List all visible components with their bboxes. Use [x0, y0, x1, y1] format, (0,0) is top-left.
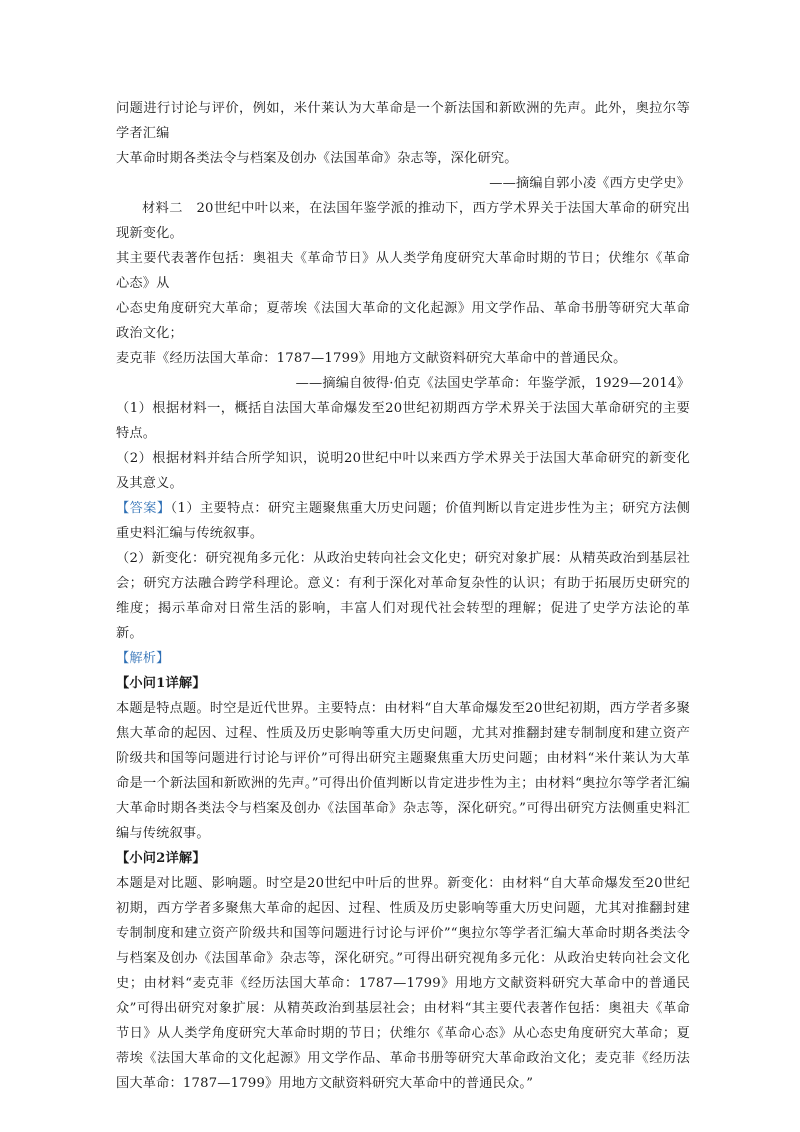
material2-line: 其主要代表著作包括：奥祖夫《革命节日》从人类学角度研究大革命时期的节日；伏维尔《革命心态》从: [116, 251, 690, 291]
analysis-tag: [116, 646, 690, 671]
question-1: （1）根据材料一，概括自法国大革命爆发至20世纪初期西方学术界关于法国大革命研究的主要特点。: [116, 401, 690, 441]
sub2-body: 本题是对比题、影响题。时空是20世纪中叶后的世界。新变化：由材料“自大革命爆发至20世纪初期，西方学者多聚焦大革命的起因、过程、性质及历史影响等重大历史问题，尤其对推翻封建专制制度和建立资产阶级共和国等问题进行讨论与评价”“奥拉尔等学者汇编大革命时期各类法令与档案及创办《法国革命》杂志等，深化研究。”可得出研究视角多元化：从政治史转向社会文化史；由材料“麦克菲《经历法国大革命：1787—1799》用地方文献资料研究大革命中的普通民众”可得出研究对象扩展：从精英政治到基层社会；由材料“其主要代表著作包括：奥祖夫《革命节日》从人类学角度研究大革命时期的节日；伏维尔《革命心态》从心态史角度研究大革命；夏蒂埃《法国大革命的文化起源》用文学作品、革命书册等研究大革命政治文化；麦克菲《经历法国大革命：1787—1799》用地方文献资料研究大革命中的普通民众。”: [116, 876, 690, 1091]
sub1-body: 本题是特点题。时空是近代世界。主要特点：由材料“自大革命爆发至20世纪初期，西方学者多聚焦大革命的起因、过程、性质及历史影响等重大历史问题，尤其对推翻封建专制制度和建立资产阶级共和国等问题进行讨论与评价”可得出研究主题聚焦重大历史问题；由材料“米什莱认为大革命是一个新法国和新欧洲的先声。”可得出价值判断以肯定进步性为主；由材料“奥拉尔等学者汇编大革命时期各类法令与档案及创办《法国革命》杂志等，深化研究。”可得出研究方法侧重史料汇编与传统叙事。: [116, 701, 690, 841]
answer-1: [116, 496, 690, 546]
sub1-heading: 【小问1详解】: [116, 676, 206, 691]
material2-source: ——摘编自彼得·伯克《法国史学革命：年鉴学派，1929—2014》: [295, 376, 690, 391]
analysis-tag-label: 【解析】: [116, 651, 170, 666]
document-content: [116, 96, 690, 1096]
material2-line: 材料二 20世纪中叶以来，在法国年鉴学派的推动下，西方学术界关于法国大革命的研究出现新变化。: [116, 201, 690, 241]
sub2-heading: 【小问2详解】: [116, 851, 206, 866]
answer-2: （2）新变化：研究视角多元化：从政治史转向社会文化史；研究对象扩展：从精英政治到基层社会；研究方法融合跨学科理论。意义：有利于深化对革命复杂性的认识；有助于拓展历史研究的维度；揭示革命对日常生活的影响，丰富人们对现代社会转型的理解；促进了史学方法论的革新。: [116, 551, 690, 641]
material1-source: ——摘编自郭小凌《西方史学史》: [489, 176, 690, 191]
answer-1-text: （1）主要特点：研究主题聚焦重大历史问题；价值判断以肯定进步性为主；研究方法侧重史料汇编与传统叙事。: [116, 501, 690, 541]
material1-line: 大革命时期各类法令与档案及创办《法国革命》杂志等，深化研究。: [116, 151, 518, 166]
answer-tag: 【答案】: [116, 501, 171, 516]
material2-line: 麦克菲《经历法国大革命：1787—1799》用地方文献资料研究大革命中的普通民众。: [116, 351, 627, 366]
material1-line: 问题进行讨论与评价，例如，米什莱认为大革命是一个新法国和新欧洲的先声。此外，奥拉尔等学者汇编: [116, 101, 690, 141]
material2-line: 心态史角度研究大革命；夏蒂埃《法国大革命的文化起源》用文学作品、革命书册等研究大革命政治文化；: [116, 301, 690, 341]
question-2: （2）根据材料并结合所学知识，说明20世纪中叶以来西方学术界关于法国大革命研究的新变化及其意义。: [116, 451, 690, 491]
